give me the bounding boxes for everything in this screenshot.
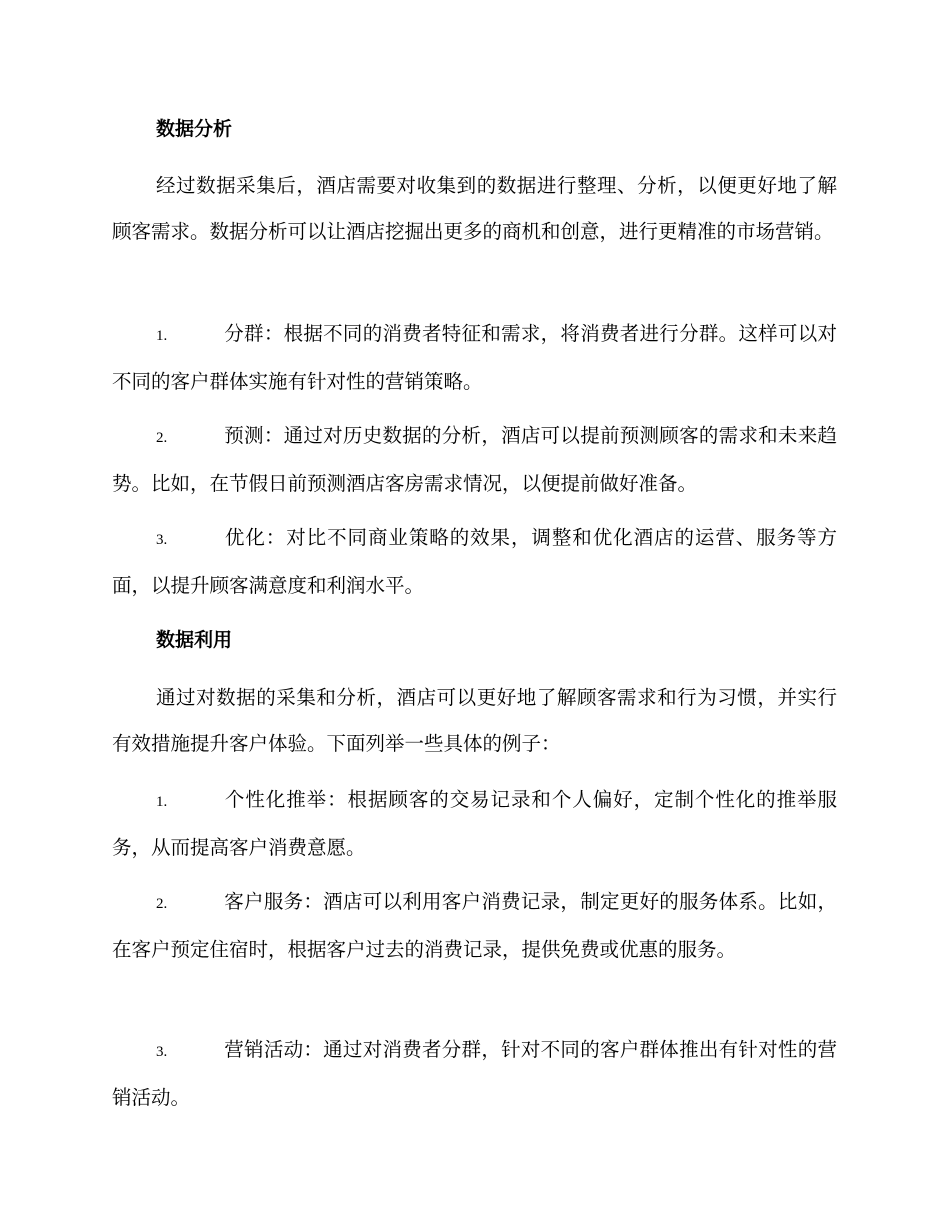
list-number: 3. [156, 1044, 168, 1060]
list-item [112, 879, 837, 973]
section-intro-utilization: 通过对数据的采集和分析，酒店可以更好地了解顾客需求和行为习惯，并实行有效措施提升客户体验。下面列举一些具体的例子： [112, 686, 837, 755]
section-intro-analysis: 经过数据采集后，酒店需要对收集到的数据进行整理、分析，以便更好地了解顾客需求。数据分析可以让酒店挖掘出更多的商机和创意，进行更精准的市场营销。 [112, 174, 837, 243]
list-item-text: 个性化推举：根据顾客的交易记录和个人偏好，定制个性化的推举服务，从而提高客户消费意愿。 [112, 788, 837, 859]
list-item-text: 优化：对比不同商业策略的效果，调整和优化酒店的运营、服务等方面，以提升顾客满意度和利润水平。 [112, 526, 837, 597]
list-number: 2. [156, 896, 168, 912]
section-heading-utilization: 数据利用 [156, 629, 233, 651]
list-item [112, 1027, 837, 1121]
list-item-text: 营销活动：通过对消费者分群，针对不同的客户群体推出有针对性的营销活动。 [112, 1038, 837, 1109]
list-item-text: 客户服务：酒店可以利用客户消费记录，制定更好的服务体系。比如，在客户预定住宿时，根据客户过去的消费记录，提供免费或优惠的服务。 [112, 890, 837, 961]
list-item [112, 515, 837, 609]
list-number: 1. [156, 794, 168, 810]
list-number: 1. [156, 328, 168, 344]
list-item-text: 预测：通过对历史数据的分析，酒店可以提前预测顾客的需求和未来趋势。比如，在节假日前预测酒店客房需求情况，以便提前做好准备。 [112, 424, 837, 495]
list-number: 3. [156, 532, 168, 548]
list-item-text: 分群：根据不同的消费者特征和需求，将消费者进行分群。这样可以对不同的客户群体实施有针对性的营销策略。 [112, 322, 837, 393]
list-item [112, 413, 837, 507]
list-item [112, 777, 837, 871]
list-number: 2. [156, 430, 168, 446]
list-item [112, 311, 837, 405]
section-heading-analysis: 数据分析 [156, 118, 233, 140]
